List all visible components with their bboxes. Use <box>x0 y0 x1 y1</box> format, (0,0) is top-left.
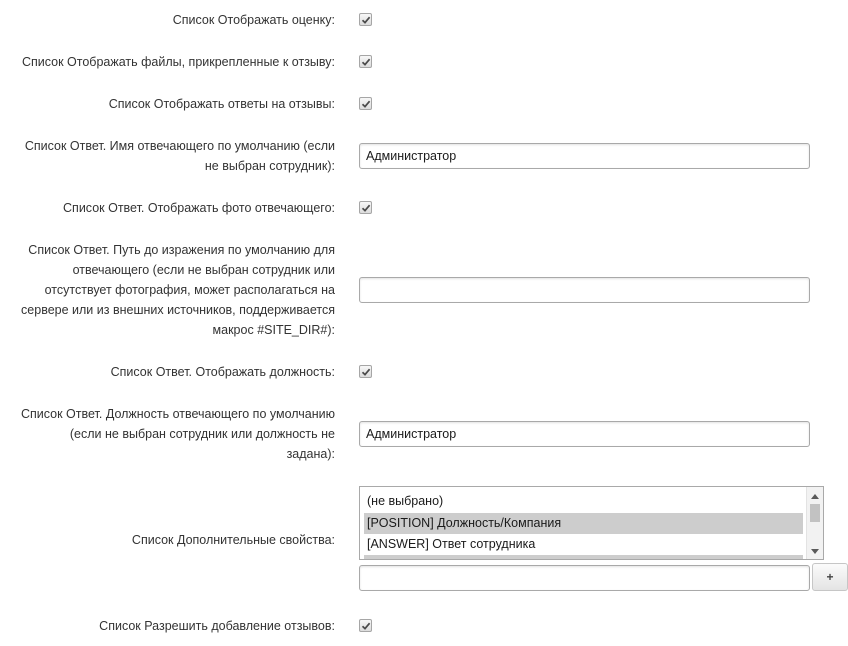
show-rating-label: Список Отображать оценку: <box>172 13 335 27</box>
allow-adding-reviews-checkbox[interactable] <box>359 619 372 632</box>
listbox-option[interactable]: [ANSWER] Ответ сотрудника <box>367 537 536 551</box>
additional-properties-label: Список Дополнительные свойства: <box>131 533 335 547</box>
checkmark-icon <box>361 15 371 25</box>
show-rating-checkbox[interactable] <box>359 13 372 26</box>
default-position-label: Список Ответ. Должность отвечающего по умолчанию (если не выбран сотрудник или должность не задана): <box>21 407 335 461</box>
scroll-thumb[interactable] <box>810 504 820 522</box>
listbox-option[interactable]: (не выбрано) <box>367 494 444 508</box>
additional-properties-listbox[interactable] <box>359 486 824 560</box>
scroll-up-button[interactable] <box>807 489 823 503</box>
show-answerer-photo-checkbox[interactable] <box>359 201 372 214</box>
show-position-label: Список Ответ. Отображать должность: <box>110 365 335 379</box>
show-answers-checkbox[interactable] <box>359 97 372 110</box>
add-property-button[interactable]: + <box>812 563 848 591</box>
checkmark-icon <box>361 621 371 631</box>
show-attached-files-label: Список Отображать файлы, прикрепленные к отзыву: <box>21 55 335 69</box>
show-position-checkbox[interactable] <box>359 365 372 378</box>
default-image-path-input[interactable] <box>359 277 810 303</box>
listbox-scrollbar[interactable] <box>806 487 823 559</box>
listbox-option-selected[interactable]: [POSITION] Должность/Компания <box>364 513 803 534</box>
checkmark-icon <box>361 203 371 213</box>
default-answerer-name-input[interactable] <box>359 143 810 169</box>
show-answerer-photo-label: Список Ответ. Отображать фото отвечающего: <box>63 201 335 215</box>
triangle-down-icon <box>811 549 819 554</box>
checkmark-icon <box>361 99 371 109</box>
default-position-input[interactable] <box>359 421 810 447</box>
show-attached-files-checkbox[interactable] <box>359 55 372 68</box>
listbox-option-partial[interactable] <box>364 555 803 560</box>
additional-property-input[interactable] <box>359 565 810 591</box>
default-answerer-name-label: Список Ответ. Имя отвечающего по умолчанию (если не выбран сотрудник): <box>24 139 335 173</box>
show-answers-label: Список Отображать ответы на отзывы: <box>108 97 335 111</box>
checkmark-icon <box>361 367 371 377</box>
checkmark-icon <box>361 57 371 67</box>
triangle-up-icon <box>811 494 819 499</box>
default-image-path-label: Список Ответ. Путь до изражения по умолчанию для отвечающего (если не выбран сотрудник или отсутствует фотография, может располагаться на сервере или из внешних источников, поддерживается макрос #SITE_DIR#): <box>21 243 335 337</box>
allow-adding-reviews-label: Список Разрешить добавление отзывов: <box>99 619 335 633</box>
scroll-down-button[interactable] <box>807 544 823 558</box>
